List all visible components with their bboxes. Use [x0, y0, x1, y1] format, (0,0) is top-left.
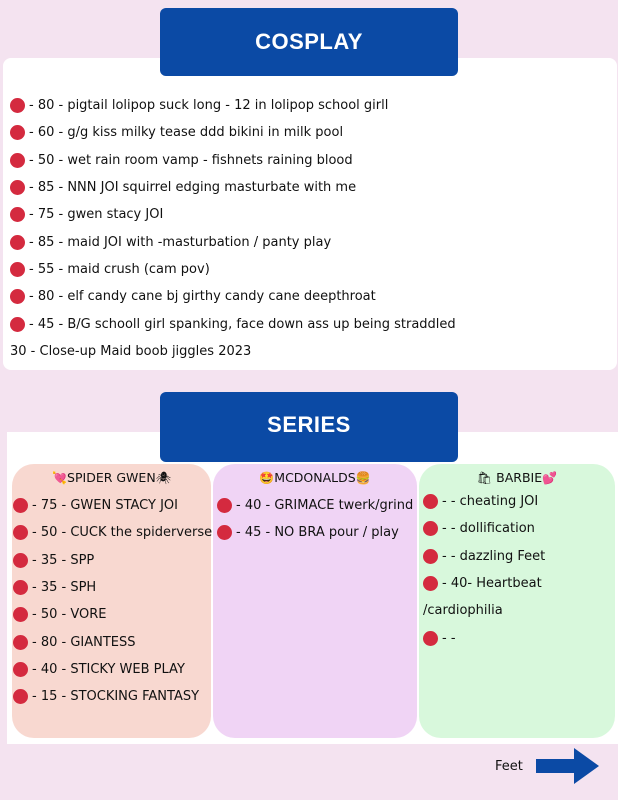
list-item: - 45 - NO BRA pour / play: [217, 519, 413, 546]
list-item: - - dollification: [423, 515, 545, 542]
red-circle-icon: [217, 525, 232, 540]
spider-gwen-title: 💘SPIDER GWEN🕷: [52, 470, 171, 485]
next-arrow-icon[interactable]: [536, 746, 600, 786]
list-item: - 35 - SPP: [13, 547, 212, 574]
list-item: - 50 - VORE: [13, 601, 212, 628]
heart-icon: 💕: [542, 471, 558, 485]
red-circle-icon: [423, 494, 438, 509]
red-circle-icon: [13, 689, 28, 704]
list-item: - -: [423, 624, 545, 651]
face-icon: 🤩: [259, 471, 275, 485]
spider-icon: 🕷: [155, 471, 171, 485]
red-circle-icon: [13, 580, 28, 595]
list-item: - 85 - maid JOI with -masturbation / panty play: [10, 228, 456, 255]
list-item: - 60 - g/g kiss milky tease ddd bikini in milk pool: [10, 119, 456, 146]
red-circle-icon: [10, 235, 25, 250]
red-circle-icon: [13, 635, 28, 650]
list-item: - 35 - SPH: [13, 574, 212, 601]
list-item: - - dazzling Feet: [423, 543, 545, 570]
red-circle-icon: [10, 180, 25, 195]
spider-gwen-list: [13, 492, 212, 710]
heart-icon: 💘: [52, 471, 68, 485]
red-circle-icon: [423, 521, 438, 536]
red-circle-icon: [10, 262, 25, 277]
feet-link-label: Feet: [495, 759, 523, 774]
list-item-continued: /cardiophilia: [423, 603, 503, 619]
red-circle-icon: [13, 662, 28, 677]
red-circle-icon: [423, 576, 438, 591]
red-circle-icon: [423, 549, 438, 564]
cosplay-title: COSPLAY: [255, 29, 363, 54]
red-circle-icon: [10, 98, 25, 113]
red-circle-icon: [13, 498, 28, 513]
list-item: - 50 - wet rain room vamp - fishnets raining blood: [10, 147, 456, 174]
list-item: 30 - Close-up Maid boob jiggles 2023: [10, 343, 252, 359]
barbie-column: [419, 464, 615, 738]
red-circle-icon: [10, 289, 25, 304]
red-circle-icon: [10, 317, 25, 332]
list-item: - 80 - pigtail lolipop suck long - 12 in lolipop school girll: [10, 92, 456, 119]
list-item: - 85 - NNN JOI squirrel edging masturbate with me: [10, 174, 456, 201]
cosplay-list: [10, 92, 456, 365]
red-circle-icon: [10, 125, 25, 140]
shopping-bags-icon: 🛍: [476, 471, 493, 485]
barbie-title: 🛍 BARBIE💕: [476, 470, 558, 485]
red-circle-icon: [10, 153, 25, 168]
barbie-list: [423, 488, 545, 652]
list-item: - 80 - elf candy cane bj girthy candy cane deepthroat: [10, 283, 456, 310]
list-item: - 75 - gwen stacy JOI: [10, 201, 456, 228]
list-item: - 40 - STICKY WEB PLAY: [13, 656, 212, 683]
list-item: - 40- Heartbeat: [423, 570, 545, 597]
spider-gwen-column: [12, 464, 211, 738]
cosplay-header: [160, 8, 458, 76]
list-item: - 50 - CUCK the spiderverse: [13, 519, 212, 546]
red-circle-icon: [13, 553, 28, 568]
red-circle-icon: [13, 607, 28, 622]
red-circle-icon: [10, 207, 25, 222]
burger-icon: 🍔: [355, 471, 371, 485]
series-header: [160, 392, 458, 462]
list-item: - 80 - GIANTESS: [13, 628, 212, 655]
list-item: - 40 - GRIMACE twerk/grind: [217, 492, 413, 519]
mcdonalds-list: [217, 492, 413, 547]
list-item: - - cheating JOI: [423, 488, 545, 515]
list-item: - 55 - maid crush (cam pov): [10, 256, 456, 283]
series-title: SERIES: [267, 412, 351, 437]
red-circle-icon: [13, 525, 28, 540]
list-item: - 45 - B/G schooll girl spanking, face down ass up being straddled: [10, 310, 456, 337]
list-item: - 75 - GWEN STACY JOI: [13, 492, 212, 519]
mcdonalds-title: 🤩MCDONALDS🍔: [259, 470, 371, 485]
list-item: - 15 - STOCKING FANTASY: [13, 683, 212, 710]
mcdonalds-column: [213, 464, 417, 738]
red-circle-icon: [217, 498, 232, 513]
red-circle-icon: [423, 631, 438, 646]
